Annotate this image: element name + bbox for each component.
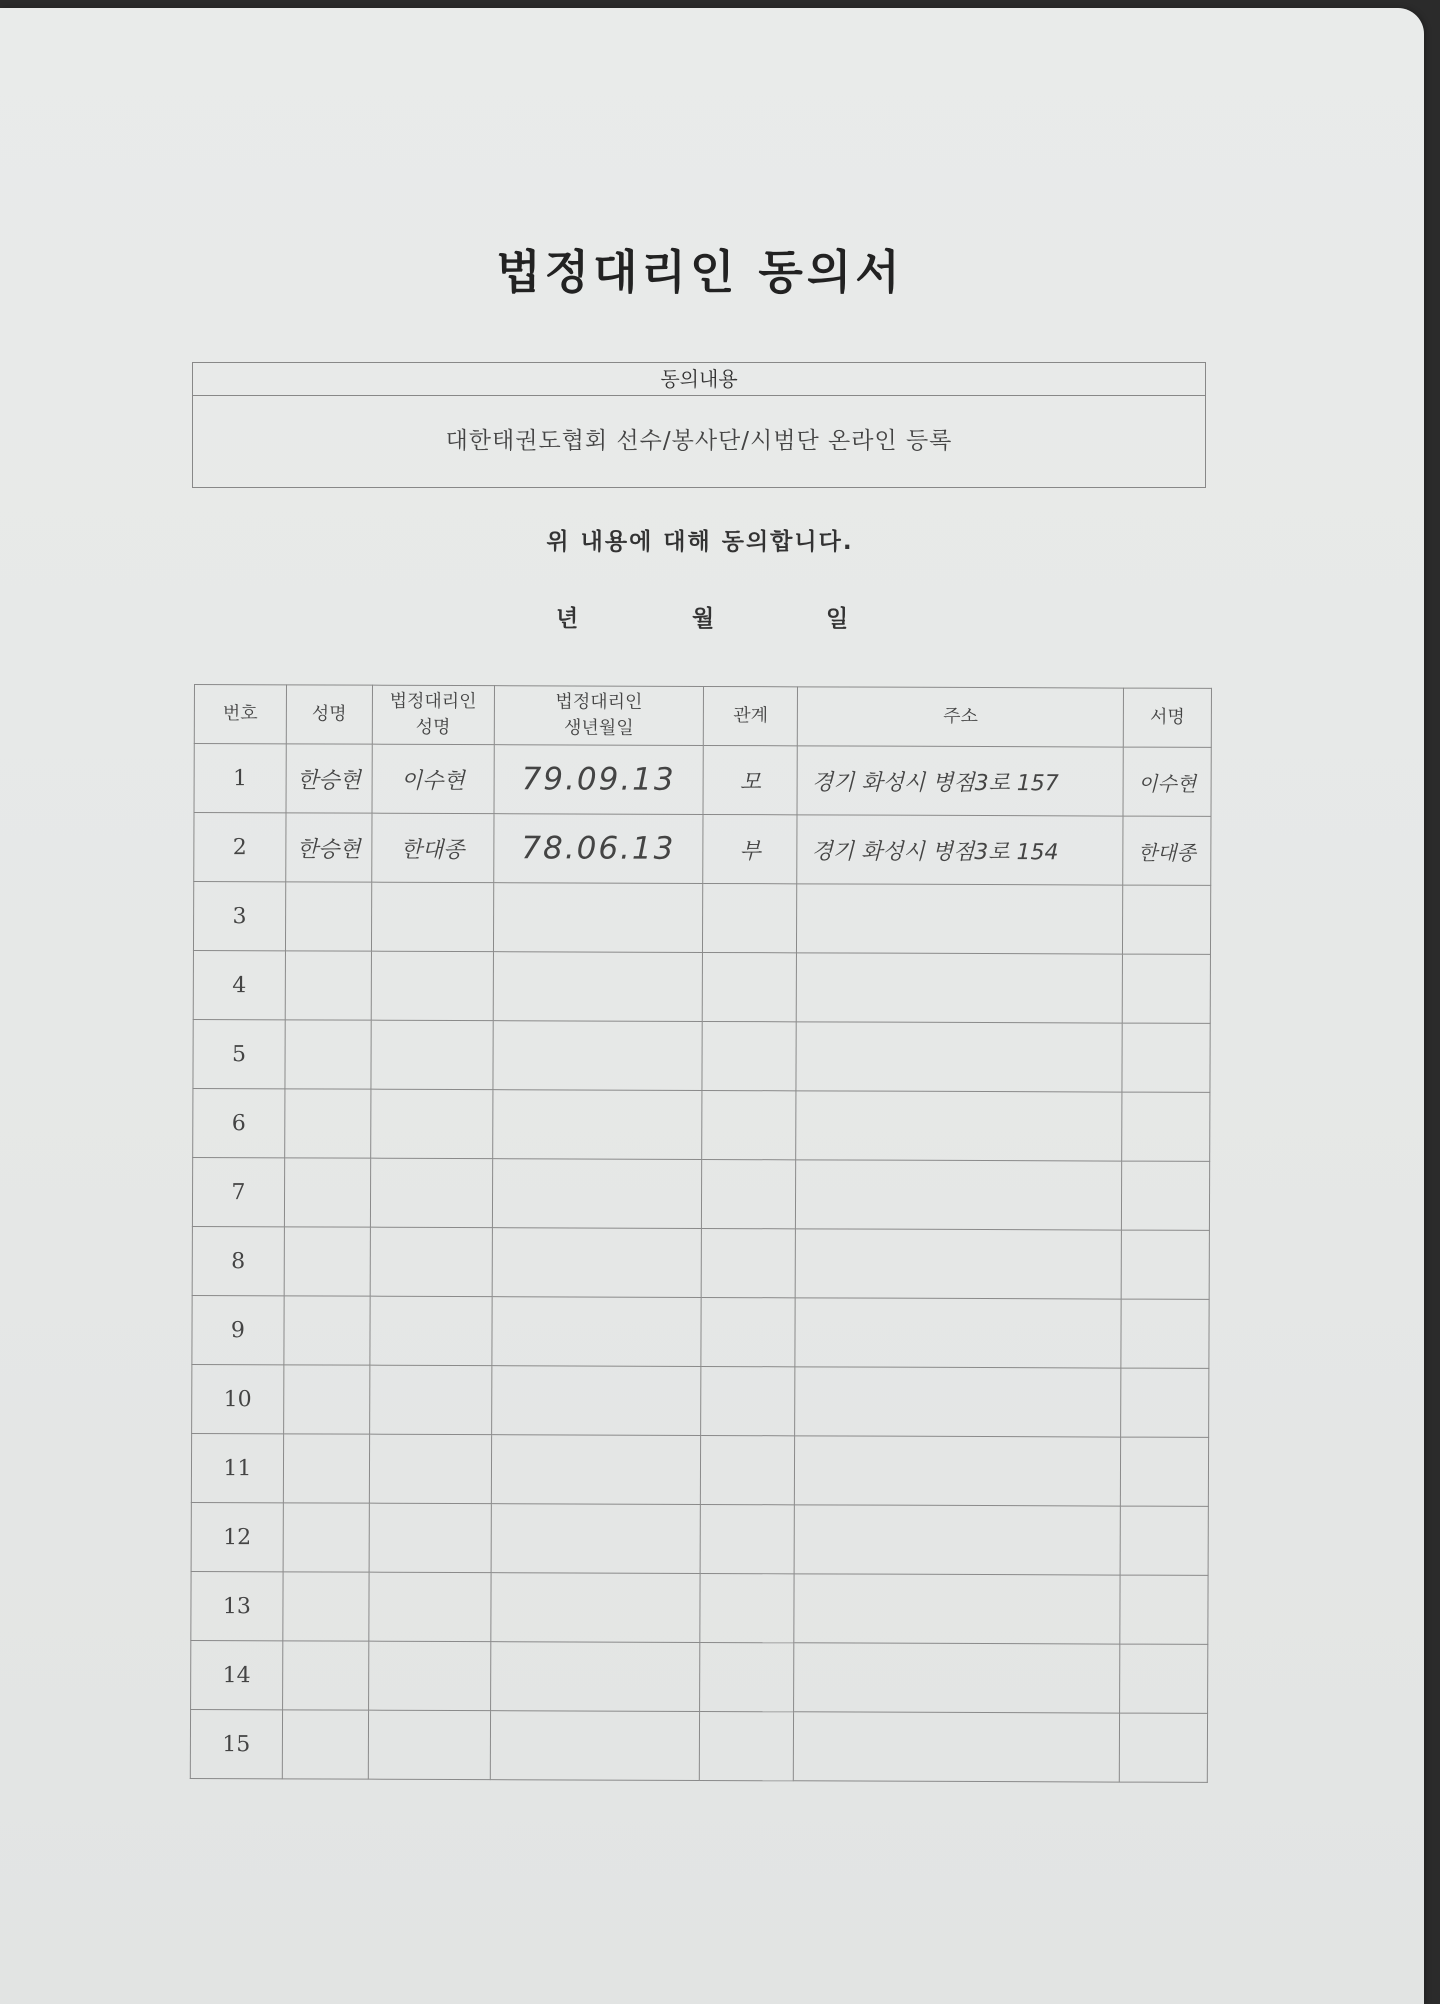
- cell-address: [796, 1160, 1122, 1230]
- table-row: [193, 1019, 1210, 1092]
- cell-name: [283, 1434, 369, 1503]
- cell-relation: [702, 1021, 796, 1090]
- cell-signature: [1121, 1299, 1209, 1368]
- cell-no: 11: [191, 1433, 283, 1502]
- cell-address: [795, 1298, 1121, 1368]
- cell-guardian-birth: [490, 1711, 700, 1781]
- agreement-statement: 위 내용에 대해 동의합니다.: [546, 529, 854, 555]
- table-row: [192, 1226, 1209, 1299]
- cell-relation: [701, 1297, 795, 1366]
- cell-no: 12: [191, 1502, 283, 1571]
- cell-guardian-name: 이수현: [372, 744, 494, 813]
- cell-guardian-birth: [493, 952, 703, 1022]
- cell-address: 경기 화성시 병점3로 154: [797, 815, 1123, 885]
- cell-guardian-name: [369, 1365, 491, 1434]
- table-row: [191, 1502, 1208, 1575]
- cell-signature: [1122, 1092, 1210, 1161]
- cell-guardian-birth: [491, 1504, 701, 1574]
- cell-name: [283, 1365, 369, 1434]
- cell-no: 13: [191, 1571, 283, 1640]
- table-row: [194, 744, 1211, 817]
- cell-address: [797, 884, 1123, 954]
- table-row: [191, 1433, 1208, 1506]
- cell-no: 7: [192, 1157, 284, 1226]
- cell-name: 한승현: [286, 744, 372, 813]
- header-address: 주소: [797, 687, 1123, 747]
- cell-guardian-birth: [493, 1021, 703, 1091]
- cell-relation: [703, 883, 797, 952]
- cell-address: [794, 1574, 1120, 1644]
- cell-no: 1: [194, 744, 286, 813]
- cell-relation: [700, 1711, 794, 1780]
- table-row: [193, 950, 1210, 1023]
- header-guardian-name: 법정대리인 성명: [372, 685, 494, 744]
- cell-relation: [702, 1159, 796, 1228]
- cell-signature: [1120, 1506, 1208, 1575]
- cell-signature: 한대종: [1123, 816, 1211, 885]
- cell-no: 9: [192, 1295, 284, 1364]
- cell-address: [794, 1712, 1120, 1782]
- cell-relation: [700, 1573, 794, 1642]
- cell-guardian-birth: [490, 1642, 700, 1712]
- cell-signature: [1121, 1368, 1209, 1437]
- cell-signature: [1123, 885, 1211, 954]
- cell-name: 한승현: [286, 813, 372, 882]
- cell-signature: [1120, 1437, 1208, 1506]
- consent-form-paper: [0, 8, 1424, 2004]
- cell-name: [284, 1227, 370, 1296]
- cell-relation: [700, 1642, 794, 1711]
- cell-name: [284, 1296, 370, 1365]
- cell-guardian-name: [368, 1641, 490, 1710]
- consent-content-text: 대한태권도협회 선수/봉사단/시범단 온라인 등록: [445, 428, 953, 454]
- table-row: [191, 1571, 1208, 1644]
- cell-guardian-name: [369, 1503, 491, 1572]
- table-body: [190, 744, 1211, 1783]
- cell-name: [282, 1641, 368, 1710]
- cell-guardian-name: [370, 1296, 492, 1365]
- cell-signature: [1119, 1713, 1207, 1782]
- cell-no: 14: [191, 1640, 283, 1709]
- cell-signature: 이수현: [1123, 747, 1211, 816]
- consent-content-header: 동의내용: [193, 363, 1205, 396]
- cell-relation: [702, 1228, 796, 1297]
- cell-signature: [1120, 1575, 1208, 1644]
- cell-no: 10: [192, 1364, 284, 1433]
- cell-relation: [703, 952, 797, 1021]
- cell-guardian-name: [370, 1089, 492, 1158]
- date-year-label: 년: [556, 606, 579, 632]
- cell-signature: [1122, 954, 1210, 1023]
- table-row: [191, 1640, 1208, 1713]
- cell-guardian-birth: [492, 1228, 702, 1298]
- table-row: [192, 1157, 1209, 1230]
- cell-name: [283, 1503, 369, 1572]
- header-no: 번호: [194, 685, 286, 744]
- cell-guardian-birth: [492, 1159, 702, 1229]
- cell-address: [795, 1367, 1121, 1437]
- cell-no: 4: [193, 950, 285, 1019]
- cell-signature: [1121, 1230, 1209, 1299]
- cell-guardian-name: 한대종: [371, 813, 493, 882]
- cell-name: [285, 1020, 371, 1089]
- cell-name: [285, 882, 371, 951]
- cell-signature: [1120, 1644, 1208, 1713]
- cell-no: 6: [193, 1088, 285, 1157]
- cell-guardian-birth: [491, 1366, 701, 1436]
- header-relation: 관계: [704, 686, 798, 745]
- table-row: [192, 1364, 1209, 1437]
- cell-guardian-name: [371, 882, 493, 951]
- cell-relation: [702, 1090, 796, 1159]
- cell-guardian-birth: [490, 1573, 700, 1643]
- date-day-label: 일: [826, 606, 849, 632]
- cell-no: 3: [193, 882, 285, 951]
- cell-name: [284, 1089, 370, 1158]
- cell-guardian-birth: [491, 1297, 701, 1367]
- cell-name: [283, 1572, 369, 1641]
- header-signature: 서명: [1123, 688, 1211, 747]
- cell-guardian-name: [368, 1710, 490, 1779]
- table-row: [192, 1295, 1209, 1368]
- cell-guardian-birth: 78.06.13: [493, 814, 703, 884]
- cell-guardian-birth: [493, 883, 703, 953]
- cell-guardian-name: [370, 1158, 492, 1227]
- cell-name: [282, 1710, 368, 1779]
- cell-relation: 모: [703, 745, 797, 814]
- header-guardian-birth: 법정대리인 생년월일: [494, 686, 704, 746]
- cell-signature: [1121, 1161, 1209, 1230]
- cell-relation: [701, 1435, 795, 1504]
- cell-address: [796, 1091, 1122, 1161]
- cell-guardian-name: [369, 1434, 491, 1503]
- cell-name: [284, 1158, 370, 1227]
- cell-guardian-birth: [492, 1090, 702, 1160]
- cell-guardian-birth: [491, 1435, 701, 1505]
- cell-guardian-name: [371, 951, 493, 1020]
- cell-address: 경기 화성시 병점3로 157: [797, 746, 1123, 816]
- date-month-label: 월: [692, 606, 715, 632]
- table-row: [193, 882, 1210, 955]
- cell-guardian-name: [370, 1227, 492, 1296]
- cell-relation: [701, 1504, 795, 1573]
- cell-guardian-birth: 79.09.13: [494, 745, 704, 815]
- document-title: 법정대리인 동의서: [496, 245, 904, 299]
- cell-address: [794, 1505, 1120, 1575]
- cell-address: [795, 1229, 1121, 1299]
- cell-relation: 부: [703, 814, 797, 883]
- consent-content-box: [192, 362, 1206, 488]
- cell-no: 8: [192, 1226, 284, 1295]
- header-name: 성명: [286, 685, 372, 744]
- cell-address: [796, 1022, 1122, 1092]
- cell-guardian-name: [371, 1020, 493, 1089]
- table-header-row: [194, 685, 1211, 748]
- cell-signature: [1122, 1023, 1210, 1092]
- cell-guardian-name: [369, 1572, 491, 1641]
- table-row: [190, 1709, 1207, 1782]
- cell-address: [794, 1643, 1120, 1713]
- table-row: [193, 1088, 1210, 1161]
- cell-no: 2: [194, 813, 286, 882]
- cell-relation: [701, 1366, 795, 1435]
- cell-name: [285, 951, 371, 1020]
- cell-no: 5: [193, 1019, 285, 1088]
- guardian-roster-table: [190, 684, 1212, 1783]
- cell-address: [796, 953, 1122, 1023]
- table-row: [194, 813, 1211, 886]
- cell-address: [795, 1436, 1121, 1506]
- cell-no: 15: [190, 1709, 282, 1778]
